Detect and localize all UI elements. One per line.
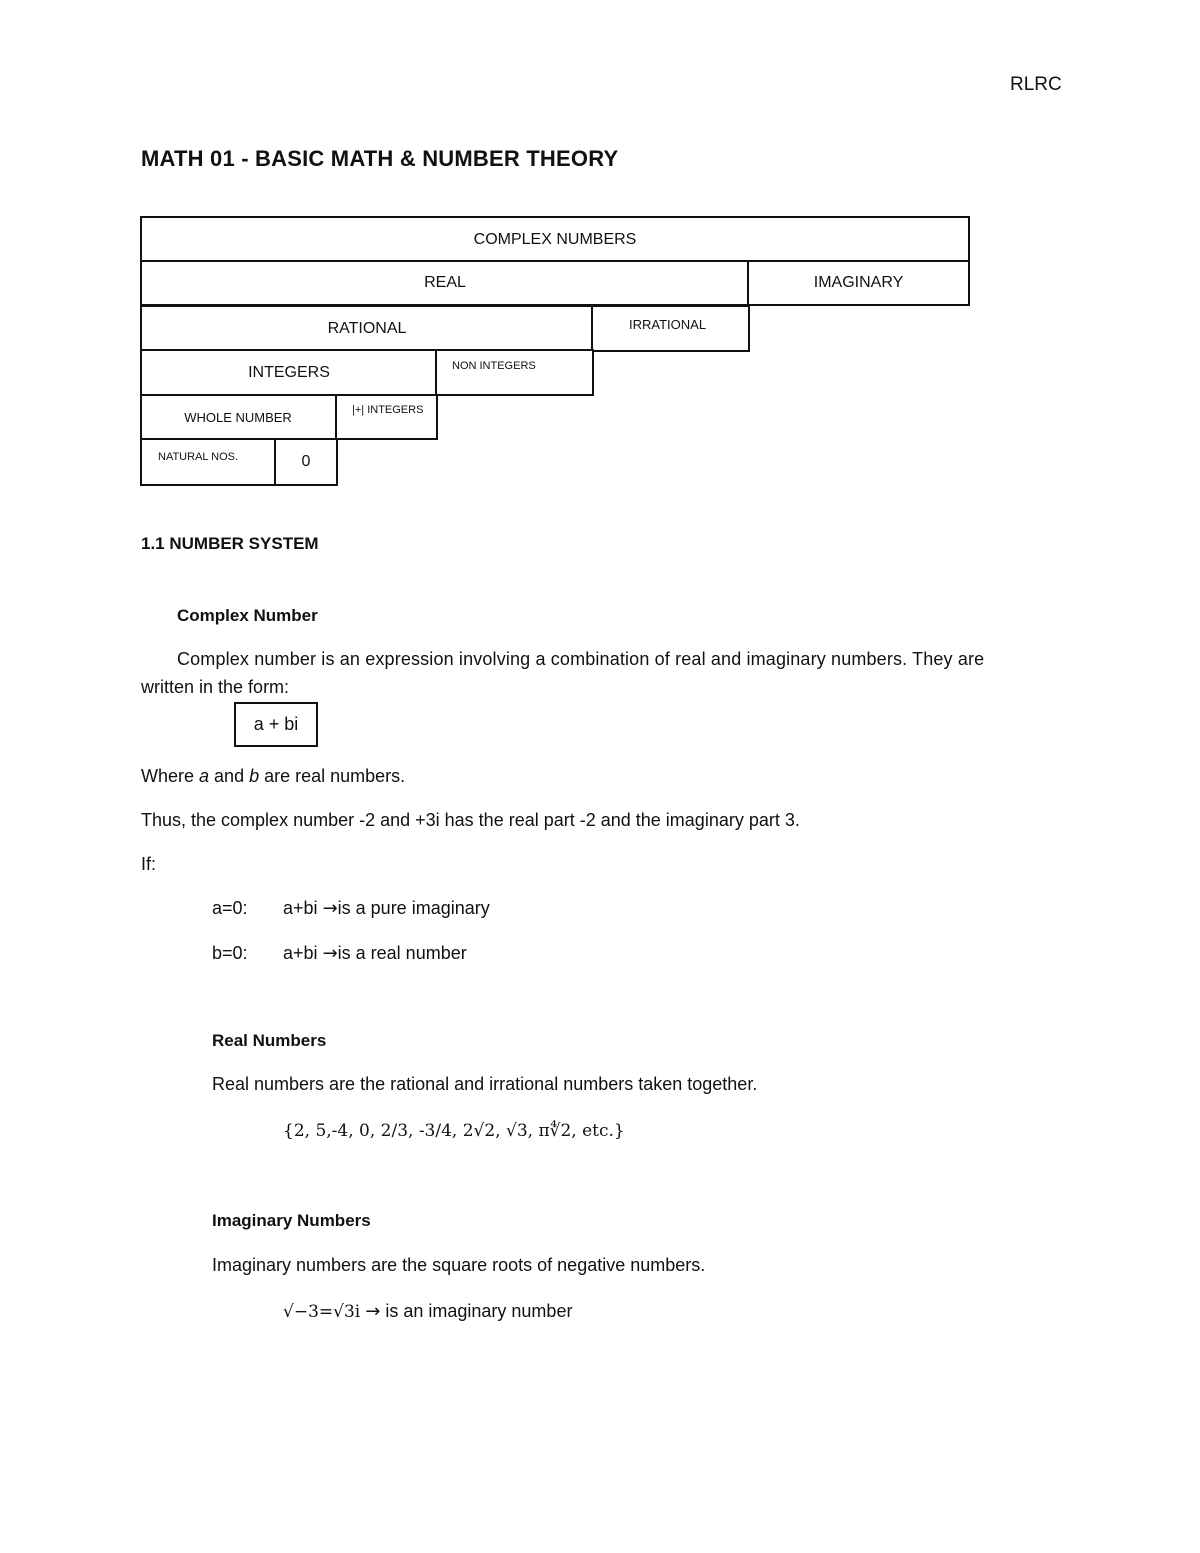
arrow-right-icon: →: [322, 898, 338, 919]
if-label: If:: [141, 854, 157, 874]
diagram-real-label: REAL: [424, 274, 466, 291]
case-expression-row: [283, 943, 467, 964]
case-result: is a pure imaginary: [337, 898, 490, 918]
complex-heading: Complex Number: [177, 606, 318, 625]
section-heading: 1.1 NUMBER SYSTEM: [141, 534, 319, 553]
diagram-irrational-label: IRRATIONAL: [629, 317, 707, 332]
diagram-zero-label: 0: [301, 453, 311, 470]
where-line: [141, 766, 405, 787]
diagram-rational-label: RATIONAL: [327, 319, 407, 337]
diagram-natural-box: [140, 438, 277, 486]
header-org: RLRC: [1010, 74, 1062, 95]
diagram-pos-integers-box: [335, 394, 438, 440]
diagram-integers-box: [140, 349, 438, 396]
thus-line: Thus, the complex number -2 and +3i has the real part -2 and the imaginary part 3.: [141, 810, 800, 830]
where-suffix: are real numbers.: [259, 766, 406, 786]
diagram-non-integers-label: NON INTEGERS: [452, 360, 536, 372]
imaginary-example: [283, 1301, 572, 1322]
diagram-whole-number-box: [140, 394, 338, 440]
where-a: a: [199, 766, 210, 786]
diagram-natural-label: NATURAL NOS.: [158, 451, 239, 463]
diagram-rational-box: [140, 305, 594, 352]
imaginary-example-text: is an imaginary number: [385, 1301, 573, 1321]
imaginary-heading: Imaginary Numbers: [212, 1211, 371, 1230]
diagram-integers-label: INTEGERS: [248, 363, 330, 381]
diagram-real-box: [140, 260, 750, 306]
case-expression: a+bi: [283, 943, 318, 963]
diagram-imaginary-box: [747, 260, 970, 306]
case-condition: a=0:: [212, 898, 248, 918]
formula-text: a + bi: [253, 714, 299, 734]
real-heading: Real Numbers: [212, 1031, 327, 1050]
where-b: b: [249, 766, 260, 786]
where-prefix: Where: [141, 766, 200, 786]
case-expression-row: [283, 898, 490, 919]
complex-paragraph-line2: written in the form:: [141, 677, 290, 697]
case-row: [212, 898, 248, 919]
diagram-pos-integers-label: |+| INTEGERS: [352, 404, 424, 416]
diagram-zero-box: [274, 438, 338, 486]
imaginary-paragraph: Imaginary numbers are the square roots of negative numbers.: [212, 1255, 706, 1275]
arrow-right-icon: →: [322, 943, 338, 964]
where-mid: and: [209, 766, 250, 786]
imaginary-example-math: √−3=√3i: [283, 1302, 361, 1322]
diagram-irrational-box: [591, 305, 750, 352]
case-condition: b=0:: [212, 943, 248, 963]
diagram-complex-box: [140, 216, 970, 263]
case-row: [212, 943, 248, 964]
diagram-complex-label: COMPLEX NUMBERS: [473, 230, 637, 248]
case-result: is a real number: [337, 943, 467, 963]
real-set: {2, 5,-4, 0, 2/3, -3/4, 2√2, √3, π∜2, etc.}: [283, 1121, 625, 1141]
arrow-right-icon: →: [365, 1301, 381, 1322]
formula-box: [234, 702, 318, 747]
real-paragraph: Real numbers are the rational and irrational numbers taken together.: [212, 1074, 758, 1094]
diagram-imaginary-label: IMAGINARY: [813, 274, 904, 291]
case-expression: a+bi: [283, 898, 318, 918]
page-title: MATH 01 - BASIC MATH & NUMBER THEORY: [141, 146, 619, 171]
diagram-non-integers-box: [435, 349, 594, 396]
diagram-whole-number-label: WHOLE NUMBER: [184, 409, 292, 425]
complex-paragraph-line1: Complex number is an expression involving a combination of real and imaginary numbers. They are: [177, 649, 985, 669]
